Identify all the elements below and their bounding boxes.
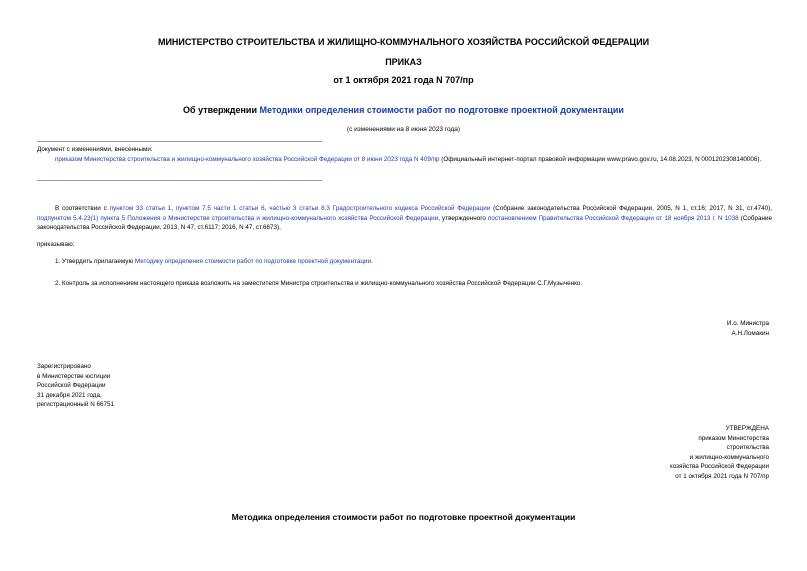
changes-note: (с изменениями на 8 июня 2023 года) <box>346 126 461 133</box>
signature-name: А.Н.Ломакин <box>731 329 769 337</box>
approval-line: и жилищно-коммунального <box>689 453 769 461</box>
approval-line: от 1 октября 2021 года N 707/пр <box>675 472 769 480</box>
order-item-2: 2. Контроль за исполнением настоящего приказа возложить на заместителя Министра строительства и жилищно-коммунального хозяйства Российской Федерации С.Г.Музыченко. <box>55 280 583 287</box>
basis-text: В соответствии с <box>55 205 110 212</box>
methodology-title: Методика определения стоимости работ по подготовке проектной документации <box>231 512 576 522</box>
legal-basis-paragraph <box>37 204 772 233</box>
changes-block <box>37 145 772 164</box>
basis-link[interactable]: постановлением Правительства Российской Федерации от 18 ноября 2013 г. N 1038 <box>487 214 739 222</box>
order-item-1 <box>55 257 373 267</box>
amendment-source: (Официальный интернет-портал правовой информации www.pravo.gov.ru, 14.08.2023, N 0001202308140006). <box>439 155 762 163</box>
order-word: приказываю: <box>37 241 75 248</box>
approval-line: хозяйства Российской Федерации <box>669 463 769 470</box>
basis-text: (Собрание законодательства Российской Федерации, 2013, N 47, ст.6117; 2016, N 47, ст.6673), <box>37 214 772 231</box>
registration-line: Российской Федерации <box>37 382 106 389</box>
basis-text: , <box>264 205 270 212</box>
changes-text <box>37 155 772 165</box>
top-divider <box>37 141 322 142</box>
document-type: ПРИКАЗ <box>385 57 422 67</box>
registration-line: в Министерстве юстиции <box>37 372 111 380</box>
signature-block <box>600 319 769 338</box>
basis-link[interactable]: частью 3 статьи 8.3 Градостроительного кодекса Российской Федерации <box>269 205 491 212</box>
signature-title: И.о. Министра <box>726 320 769 327</box>
approval-line: приказом Министерства <box>698 434 769 442</box>
basis-link[interactable]: подпунктом 5.4.23(1) пункта 5 Положения о Министерстве строительства и жилищно-коммунального хозяйства Российской Федерации <box>37 214 439 222</box>
amendment-link[interactable]: приказом Министерства строительства и жилищно-коммунального хозяйства Российской Федерации от 8 июня 2023 года N 409/пр <box>55 155 440 163</box>
basis-link[interactable]: пунктом 33 статьи 1 <box>109 205 172 212</box>
item1-link[interactable]: Методику определения стоимости работ по подготовке проектной документации <box>134 258 372 265</box>
item1-prefix: 1. Утвердить прилагаемую <box>55 258 135 265</box>
basis-text: , утвержденного <box>438 214 488 222</box>
registration-line: регистрационный N 66751 <box>37 401 115 408</box>
approval-line: строительства <box>726 444 769 451</box>
title-prefix: Об утверждении <box>183 105 260 115</box>
changes-intro: Документ с изменениями, внесенными: <box>37 146 153 153</box>
registration-line: Зарегистрировано <box>37 363 91 370</box>
approval-line: УТВЕРЖДЕНА <box>725 425 769 432</box>
bottom-divider <box>37 180 322 181</box>
basis-link[interactable]: пунктом 7.5 части 1 статьи 6 <box>175 205 265 212</box>
document-title <box>0 105 807 115</box>
document-date-number: от 1 октября 2021 года N 707/пр <box>333 75 474 85</box>
ministry-heading: МИНИСТЕРСТВО СТРОИТЕЛЬСТВА И ЖИЛИЩНО-КОММУНАЛЬНОГО ХОЗЯЙСТВА РОССИЙСКОЙ ФЕДЕРАЦИИ <box>157 37 650 47</box>
registration-line: 31 декабря 2021 года, <box>37 391 102 399</box>
basis-text: (Собрание законодательства Российской Федерации, 2005, N 1, ст.16; 2017, N 31, ст.4740), <box>490 205 772 212</box>
basis-text: , <box>171 205 176 212</box>
item1-suffix: . <box>371 258 373 265</box>
registration-block <box>37 362 114 410</box>
title-link[interactable]: Методики определения стоимости работ по подготовке проектной документации <box>259 105 624 115</box>
approval-block <box>560 424 769 481</box>
